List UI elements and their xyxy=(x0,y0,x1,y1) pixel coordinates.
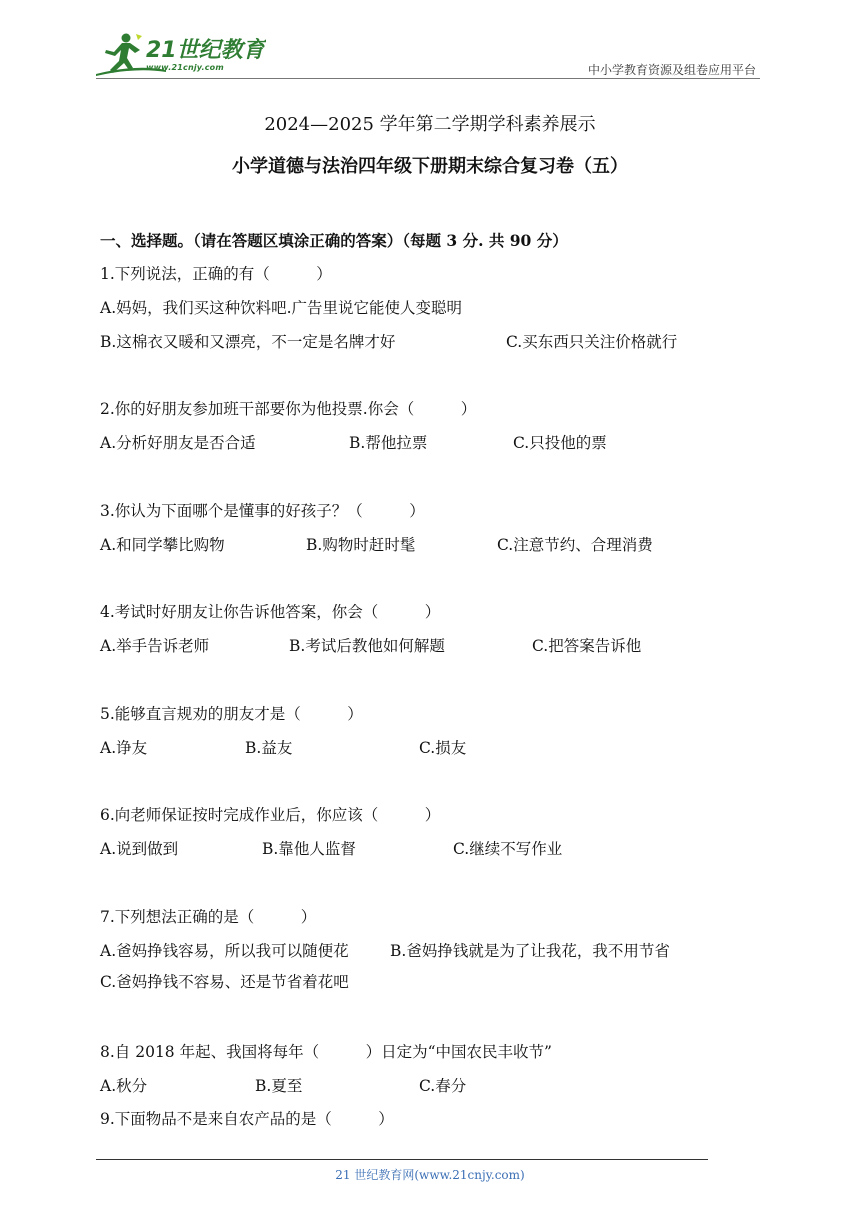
question-stem: 2.你的好朋友参加班干部要你为他投票.你会（ ） xyxy=(100,400,477,418)
section-heading: 一、选择题。（请在答题区填涂正确的答案）（每题 3 分. 共 90 分） xyxy=(100,231,568,250)
question-stem: 6.向老师保证按时完成作业后，你应该（ ） xyxy=(100,806,441,824)
site-name: 中小学教育资源及组卷应用平台 xyxy=(587,63,756,77)
logo-text: 21世纪教育 xyxy=(146,38,265,63)
option-a: A.爸妈挣钱容易，所以我可以随便花 xyxy=(100,942,349,960)
option-a: A.说到做到 xyxy=(100,840,179,858)
option-a: A.妈妈，我们买这种饮料吧.广告里说它能使人变聪明 xyxy=(100,299,463,317)
question-stem: 8.自 2018 年起、我国将每年（ ）日定为“中国农民丰收节” xyxy=(100,1043,552,1061)
option-b: B.夏至 xyxy=(255,1077,303,1095)
footer-divider xyxy=(96,1159,708,1160)
option-c: C.只投他的票 xyxy=(513,434,607,452)
option-a: A.举手告诉老师 xyxy=(100,637,210,655)
exam-paper-title: 小学道德与法治四年级下册期末综合复习卷（五） xyxy=(232,156,628,177)
option-a: A.秋分 xyxy=(100,1077,148,1095)
footer-link[interactable]: 21 世纪教育网(www.21cnjy.com) xyxy=(335,1168,525,1182)
option-b: B.益友 xyxy=(245,739,293,757)
option-a: A.诤友 xyxy=(100,739,148,757)
question-stem: 5.能够直言规劝的朋友才是（ ） xyxy=(100,705,363,723)
option-c: C.春分 xyxy=(419,1077,467,1095)
question-stem: 3.你认为下面哪个是懂事的好孩子？（ ） xyxy=(100,502,425,520)
option-b: B.这棉衣又暖和又漂亮，不一定是名牌才好 xyxy=(100,333,396,351)
option-c: C.爸妈挣钱不容易、还是节省着花吧 xyxy=(100,973,349,991)
option-b: B.购物时赶时髦 xyxy=(306,536,416,554)
option-a: A.分析好朋友是否合适 xyxy=(100,434,256,452)
option-c: C.买东西只关注价格就行 xyxy=(506,333,678,351)
option-c: C.把答案告诉他 xyxy=(532,637,642,655)
option-b: B.帮他拉票 xyxy=(349,434,428,452)
header-divider xyxy=(96,78,760,79)
logo-url: www.21cnjy.com xyxy=(146,63,224,72)
option-a: A.和同学攀比购物 xyxy=(100,536,225,554)
option-b: B.爸妈挣钱就是为了让我花，我不用节省 xyxy=(390,942,670,960)
option-b: B.考试后教他如何解题 xyxy=(289,637,445,655)
option-b: B.靠他人监督 xyxy=(262,840,356,858)
option-c: C.注意节约、合理消费 xyxy=(497,536,653,554)
option-c: C.损友 xyxy=(419,739,467,757)
option-c: C.继续不写作业 xyxy=(453,840,563,858)
page-header xyxy=(96,30,760,80)
question-stem: 7.下列想法正确的是（ ） xyxy=(100,908,317,926)
question-stem: 1.下列说法，正确的有（ ） xyxy=(100,265,332,283)
question-stem: 4.考试时好朋友让你告诉他答案，你会（ ） xyxy=(100,603,441,621)
question-stem: 9.下面物品不是来自农产品的是（ ） xyxy=(100,1110,394,1128)
exam-term-title: 2024—2025 学年第二学期学科素养展示 xyxy=(264,114,596,135)
